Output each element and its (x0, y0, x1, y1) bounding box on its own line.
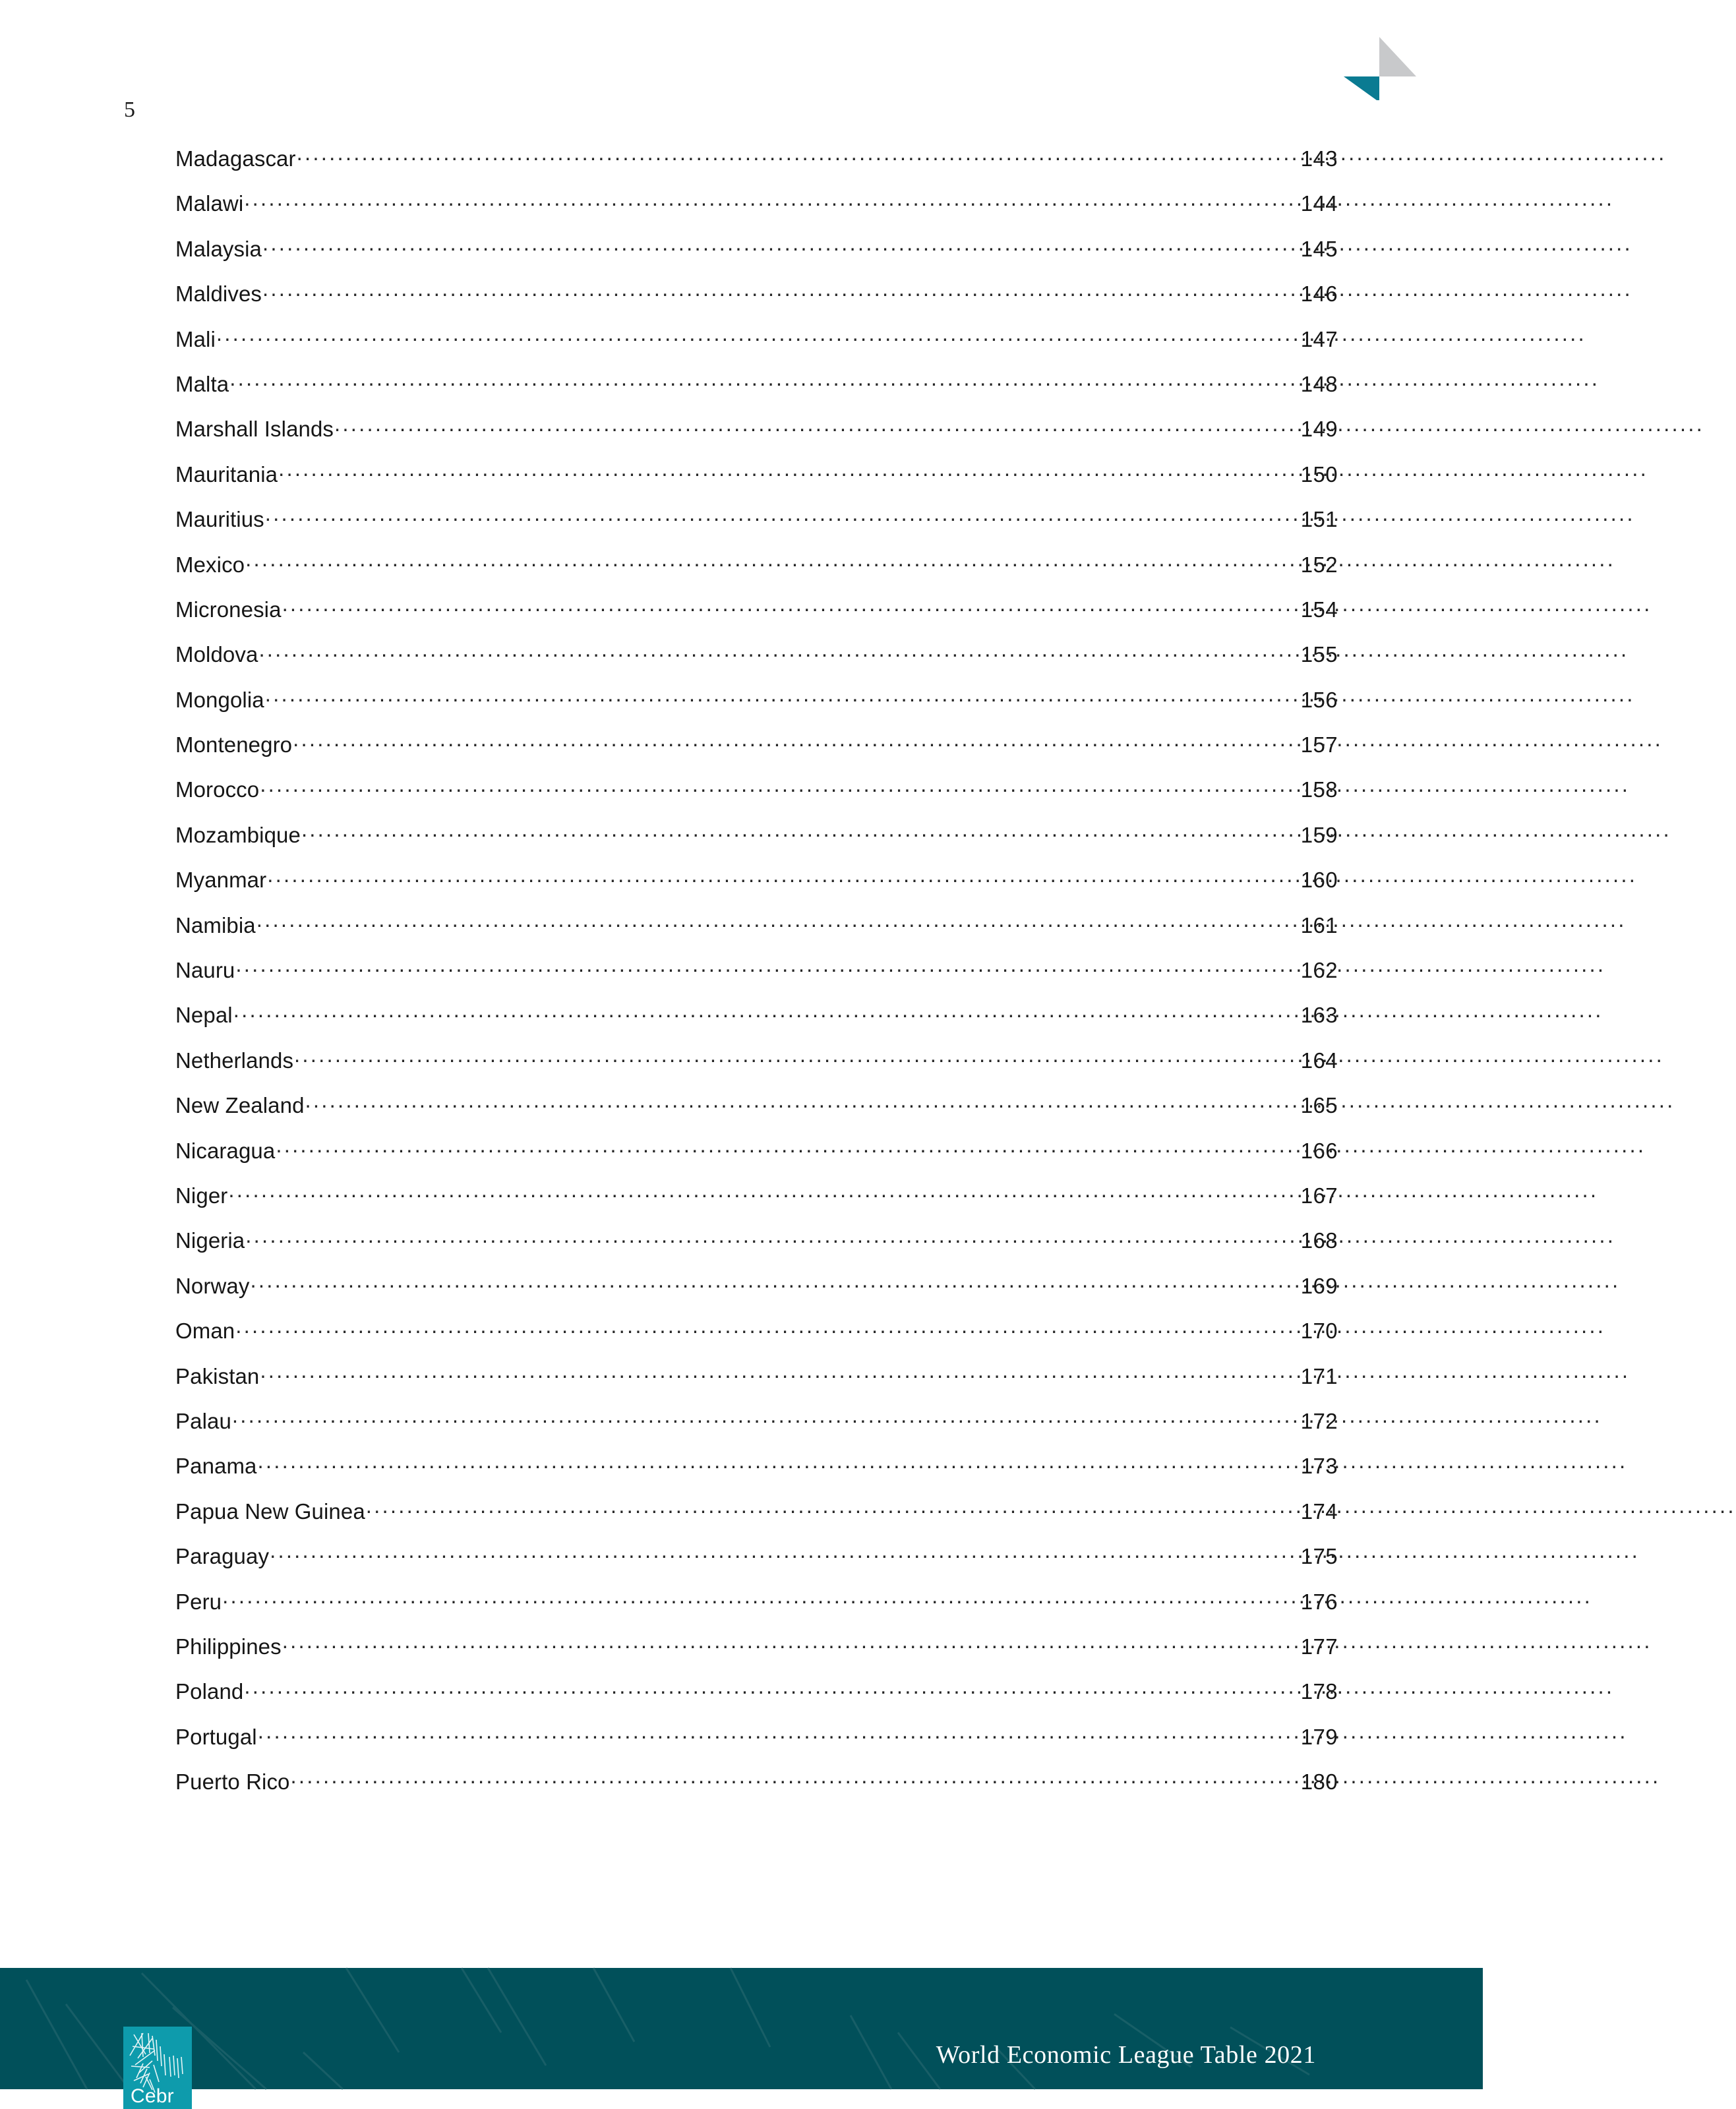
toc-dot-leader (258, 1734, 1300, 1744)
toc-entry-page-number: 152 (1300, 552, 1338, 577)
toc-dot-leader (301, 832, 1300, 843)
toc-entry-page-number: 173 (1300, 1454, 1338, 1479)
toc-dot-leader (278, 471, 1300, 482)
toc-entry[interactable] (175, 237, 1338, 282)
toc-entry-name: Netherlands (175, 1048, 294, 1073)
toc-entry[interactable] (175, 372, 1338, 417)
toc-entry-name: Mozambique (175, 822, 301, 847)
toc-entry[interactable] (175, 282, 1338, 326)
toc-entry-name: Oman (175, 1319, 235, 1344)
toc-entry[interactable] (175, 1048, 1338, 1093)
toc-entry-page-number: 154 (1300, 597, 1338, 622)
toc-entry-name: Mexico (175, 552, 245, 577)
pinwheel-logo-icon (1338, 20, 1418, 102)
toc-entry-page-number: 167 (1300, 1183, 1338, 1208)
toc-entry-page-number: 168 (1300, 1228, 1338, 1253)
toc-entry[interactable] (175, 1319, 1338, 1363)
toc-entry[interactable] (175, 1634, 1338, 1679)
toc-entry-page-number: 148 (1300, 371, 1338, 396)
toc-entry-page-number: 144 (1300, 191, 1338, 216)
toc-entry-name: Niger (175, 1183, 228, 1208)
toc-entry-name: Marshall Islands (175, 417, 334, 442)
toc-dot-leader (297, 156, 1300, 166)
toc-dot-leader (244, 1688, 1300, 1699)
toc-entry-page-number: 177 (1300, 1634, 1338, 1659)
toc-entry[interactable] (175, 777, 1338, 822)
toc-dot-leader (276, 1148, 1300, 1158)
toc-dot-leader (256, 922, 1300, 933)
toc-entry-name: Poland (175, 1679, 244, 1704)
toc-entry-name: Malta (175, 371, 229, 396)
toc-entry-name: Mongolia (175, 687, 264, 712)
toc-entry-page-number: 145 (1300, 236, 1338, 261)
toc-entry-page-number: 158 (1300, 777, 1338, 802)
toc-entry[interactable] (175, 1499, 1338, 1544)
toc-entry-page-number: 170 (1300, 1319, 1338, 1344)
toc-dot-leader (366, 1508, 1300, 1519)
toc-entry[interactable] (175, 1003, 1338, 1048)
toc-dot-leader (265, 516, 1300, 527)
toc-dot-leader (222, 1599, 1300, 1609)
toc-dot-leader (228, 1193, 1300, 1203)
toc-entry-name: Nigeria (175, 1228, 245, 1253)
toc-dot-leader (245, 1237, 1300, 1248)
toc-entry[interactable] (175, 597, 1338, 642)
cebr-wordmark: Cebr (131, 2085, 174, 2107)
toc-dot-leader (294, 1057, 1300, 1068)
toc-dot-leader (282, 607, 1300, 617)
toc-dot-leader (262, 246, 1300, 256)
toc-entry-page-number: 178 (1300, 1679, 1338, 1704)
toc-entry[interactable] (175, 462, 1338, 507)
toc-entry-page-number: 175 (1300, 1544, 1338, 1569)
toc-entry-name: Nepal (175, 1003, 233, 1028)
toc-entry-name: Malaysia (175, 236, 262, 261)
toc-dot-leader (244, 200, 1300, 211)
toc-entry[interactable] (175, 507, 1338, 552)
toc-entry-name: Nicaragua (175, 1138, 276, 1163)
toc-entry-page-number: 163 (1300, 1003, 1338, 1028)
toc-dot-leader (235, 967, 1300, 978)
toc-entry-name: Paraguay (175, 1544, 270, 1569)
toc-entry-name: Nauru (175, 958, 235, 983)
toc-entry-page-number: 179 (1300, 1724, 1338, 1749)
toc-dot-leader (260, 1373, 1300, 1384)
toc-entry[interactable] (175, 1725, 1338, 1769)
toc-entry[interactable] (175, 1454, 1338, 1499)
toc-entry-name: Micronesia (175, 597, 282, 622)
toc-entry-name: Madagascar (175, 146, 296, 171)
toc-entry[interactable] (175, 1228, 1338, 1273)
toc-entry-page-number: 147 (1300, 326, 1338, 351)
toc-entry[interactable] (175, 1409, 1338, 1454)
toc-entry[interactable] (175, 732, 1338, 777)
toc-entry[interactable] (175, 1139, 1338, 1183)
toc-dot-leader (233, 1012, 1300, 1023)
toc-entry-name: Mauritania (175, 461, 278, 487)
toc-entry-name: Papua New Guinea (175, 1499, 365, 1524)
toc-entry[interactable] (175, 913, 1338, 958)
toc-entry[interactable] (175, 1364, 1338, 1409)
toc-entry-page-number: 157 (1300, 732, 1338, 757)
toc-entry-name: Pakistan (175, 1363, 260, 1388)
toc-dot-leader (267, 877, 1300, 887)
toc-dot-leader (282, 1644, 1300, 1654)
toc-entry-name: Palau (175, 1408, 231, 1433)
toc-entry-page-number: 180 (1300, 1769, 1338, 1795)
toc-entry-name: Puerto Rico (175, 1769, 290, 1795)
toc-entry[interactable] (175, 1769, 1338, 1814)
toc-entry[interactable] (175, 1093, 1338, 1138)
toc-entry-page-number: 176 (1300, 1589, 1338, 1614)
toc-entry[interactable] (175, 552, 1338, 597)
toc-entry-page-number: 161 (1300, 912, 1338, 937)
toc-entry[interactable] (175, 191, 1338, 236)
toc-dot-leader (232, 1418, 1300, 1429)
toc-entry-name: Namibia (175, 912, 256, 937)
toc-dot-leader (334, 426, 1300, 436)
toc-entry-name: Portugal (175, 1724, 257, 1749)
toc-entry[interactable] (175, 1589, 1338, 1634)
toc-entry[interactable] (175, 868, 1338, 912)
toc-entry-name: Peru (175, 1589, 222, 1614)
toc-entry[interactable] (175, 1183, 1338, 1228)
toc-entry[interactable] (175, 642, 1338, 687)
toc-entry[interactable] (175, 327, 1338, 372)
toc-entry-name: Morocco (175, 777, 260, 802)
footer-title: World Economic League Table 2021 (936, 2041, 1316, 2069)
toc-entry[interactable] (175, 823, 1338, 868)
toc-entry-page-number: 150 (1300, 461, 1338, 487)
toc-dot-leader (270, 1553, 1300, 1564)
toc-entry[interactable] (175, 1679, 1338, 1724)
toc-entry-page-number: 146 (1300, 282, 1338, 307)
toc-entry-page-number: 149 (1300, 417, 1338, 442)
toc-entry-name: New Zealand (175, 1093, 305, 1118)
toc-entry-name: Mauritius (175, 507, 264, 532)
toc-entry-page-number: 164 (1300, 1048, 1338, 1073)
toc-entry-name: Mali (175, 326, 216, 351)
page-footer (0, 1968, 1483, 2107)
cebr-logo (123, 2027, 192, 2109)
toc-entry[interactable] (175, 1544, 1338, 1589)
toc-entry-page-number: 166 (1300, 1138, 1338, 1163)
toc-entry-page-number: 174 (1300, 1499, 1338, 1524)
toc-entry-name: Myanmar (175, 868, 267, 893)
table-of-contents (175, 146, 1338, 1814)
toc-entry[interactable] (175, 688, 1338, 732)
toc-dot-leader (258, 651, 1300, 662)
toc-entry-page-number: 156 (1300, 687, 1338, 712)
toc-dot-leader (262, 291, 1300, 301)
toc-entry[interactable] (175, 146, 1338, 191)
toc-entry[interactable] (175, 958, 1338, 1003)
toc-entry[interactable] (175, 417, 1338, 461)
toc-dot-leader (260, 787, 1300, 797)
toc-dot-leader (250, 1283, 1300, 1293)
toc-dot-leader (293, 742, 1300, 752)
footer-decorative-lines (0, 1968, 1483, 2089)
toc-dot-leader (305, 1102, 1300, 1113)
toc-entry-name: Panama (175, 1454, 257, 1479)
toc-entry-page-number: 171 (1300, 1363, 1338, 1388)
toc-entry-page-number: 169 (1300, 1273, 1338, 1298)
toc-dot-leader (265, 697, 1300, 707)
toc-entry[interactable] (175, 1274, 1338, 1319)
toc-dot-leader (245, 562, 1300, 572)
toc-entry-page-number: 143 (1300, 146, 1338, 171)
toc-entry-page-number: 159 (1300, 822, 1338, 847)
toc-entry-name: Moldova (175, 642, 258, 667)
toc-entry-page-number: 160 (1300, 868, 1338, 893)
toc-dot-leader (229, 381, 1300, 392)
toc-dot-leader (291, 1779, 1300, 1789)
toc-entry-name: Philippines (175, 1634, 282, 1659)
toc-entry-page-number: 172 (1300, 1408, 1338, 1433)
toc-entry-name: Malawi (175, 191, 244, 216)
toc-entry-page-number: 151 (1300, 507, 1338, 532)
toc-dot-leader (235, 1328, 1300, 1338)
toc-entry-page-number: 165 (1300, 1093, 1338, 1118)
toc-entry-name: Montenegro (175, 732, 293, 757)
toc-entry-name: Norway (175, 1273, 250, 1298)
toc-entry-page-number: 162 (1300, 958, 1338, 983)
toc-dot-leader (216, 336, 1300, 347)
toc-entry-page-number: 155 (1300, 642, 1338, 667)
toc-entry-name: Maldives (175, 282, 262, 307)
toc-dot-leader (258, 1463, 1300, 1473)
page-number: 5 (124, 98, 136, 122)
